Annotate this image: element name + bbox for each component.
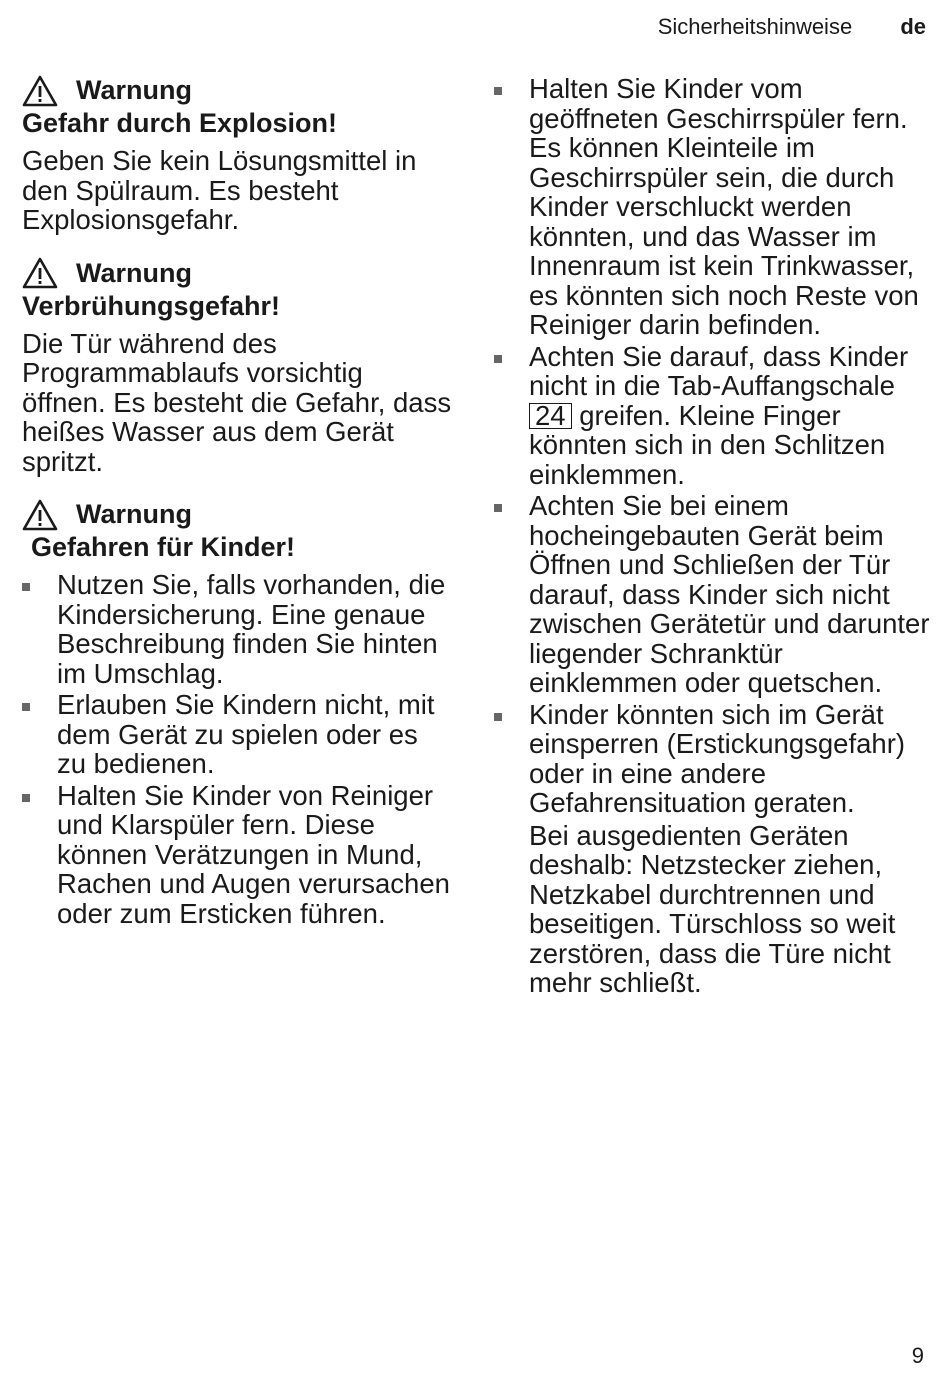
square-bullet-icon: [22, 583, 30, 591]
section-title: Sicherheitshinweise: [657, 14, 853, 39]
list-item: Kinder könnten sich im Gerät einsperren (Erstickungsgefahr) oder in eine andere Gefahrensituation geraten.: [494, 700, 930, 818]
page-number: 9: [911, 1343, 924, 1368]
warning-triangle-icon: [22, 75, 58, 107]
part-reference-number: 24: [529, 403, 572, 429]
warning-label: Warnung: [76, 499, 192, 529]
page-header: [658, 14, 926, 40]
warning-explosion: [22, 74, 452, 235]
warning-text: Geben Sie kein Lösungsmittel in den Spülraum. Es besteht Explosionsgefahr.: [22, 145, 417, 235]
square-bullet-icon: [494, 355, 502, 363]
warning-heading: Gefahren für Kinder!: [31, 532, 296, 562]
list-item: Halten Sie Kinder von Reiniger und Klarspüler fern. Diese können Verätzungen in Mund, Rachen und Augen verursachen oder zum Ersticken führen.: [22, 781, 452, 929]
warning-triangle-icon: [22, 499, 58, 531]
square-bullet-icon: [22, 703, 30, 711]
children-safety-list: [22, 570, 452, 928]
square-bullet-icon: [494, 713, 502, 721]
list-item: Achten Sie bei einem hocheingebauten Gerät beim Öffnen und Schließen der Tür darauf, dass Kinder sich nicht zwischen Gerätetür und darunter liegender Schranktür einklemmen oder quetschen.: [494, 491, 930, 698]
warning-heading: Verbrühungsgefahr!: [22, 290, 281, 321]
warning-scalding: [22, 257, 452, 477]
right-column: [494, 74, 930, 998]
warning-triangle-icon: [22, 257, 58, 289]
list-item: Erlauben Sie Kindern nicht, mit dem Gerät zu spielen oder es zu bedienen.: [22, 690, 452, 779]
children-safety-list-continued: [494, 74, 930, 818]
list-item: Nutzen Sie, falls vorhanden, die Kindersicherung. Eine genaue Beschreibung finden Sie hinten im Umschlag.: [22, 570, 452, 688]
warning-children: [22, 498, 452, 928]
list-item: Halten Sie Kinder vom geöffneten Geschirrspüler fern. Es können Kleinteile im Geschirrspüler sein, die durch Kinder verschluckt werden könnten, und das Wasser im Innenraum ist kein Trinkwasser, es könnten sich noch Reste von Reiniger darin befinden.: [494, 74, 930, 340]
disposal-note: Bei ausgedienten Geräten deshalb: Netzstecker ziehen, Netzkabel durchtrennen und beseitigen. Türschloss so weit zerstören, dass die Türe nicht mehr schließt.: [529, 819, 896, 998]
language-tag: de: [900, 14, 926, 39]
square-bullet-icon: [494, 504, 502, 512]
square-bullet-icon: [494, 87, 502, 95]
left-column: [22, 74, 452, 950]
warning-text: Die Tür während des Programmablaufs vorsichtig öffnen. Es besteht die Gefahr, dass heißes Wasser aus dem Gerät spritzt.: [22, 327, 452, 477]
warning-label: Warnung: [76, 75, 192, 105]
square-bullet-icon: [22, 794, 30, 802]
warning-label: Warnung: [76, 257, 192, 288]
warning-heading: Gefahr durch Explosion!: [22, 108, 338, 138]
list-item: Achten Sie darauf, dass Kinder nicht in die Tab-Auffangschale 24 greifen. Kleine Finger könnten sich in den Schlitzen einklemmen.: [494, 342, 930, 490]
